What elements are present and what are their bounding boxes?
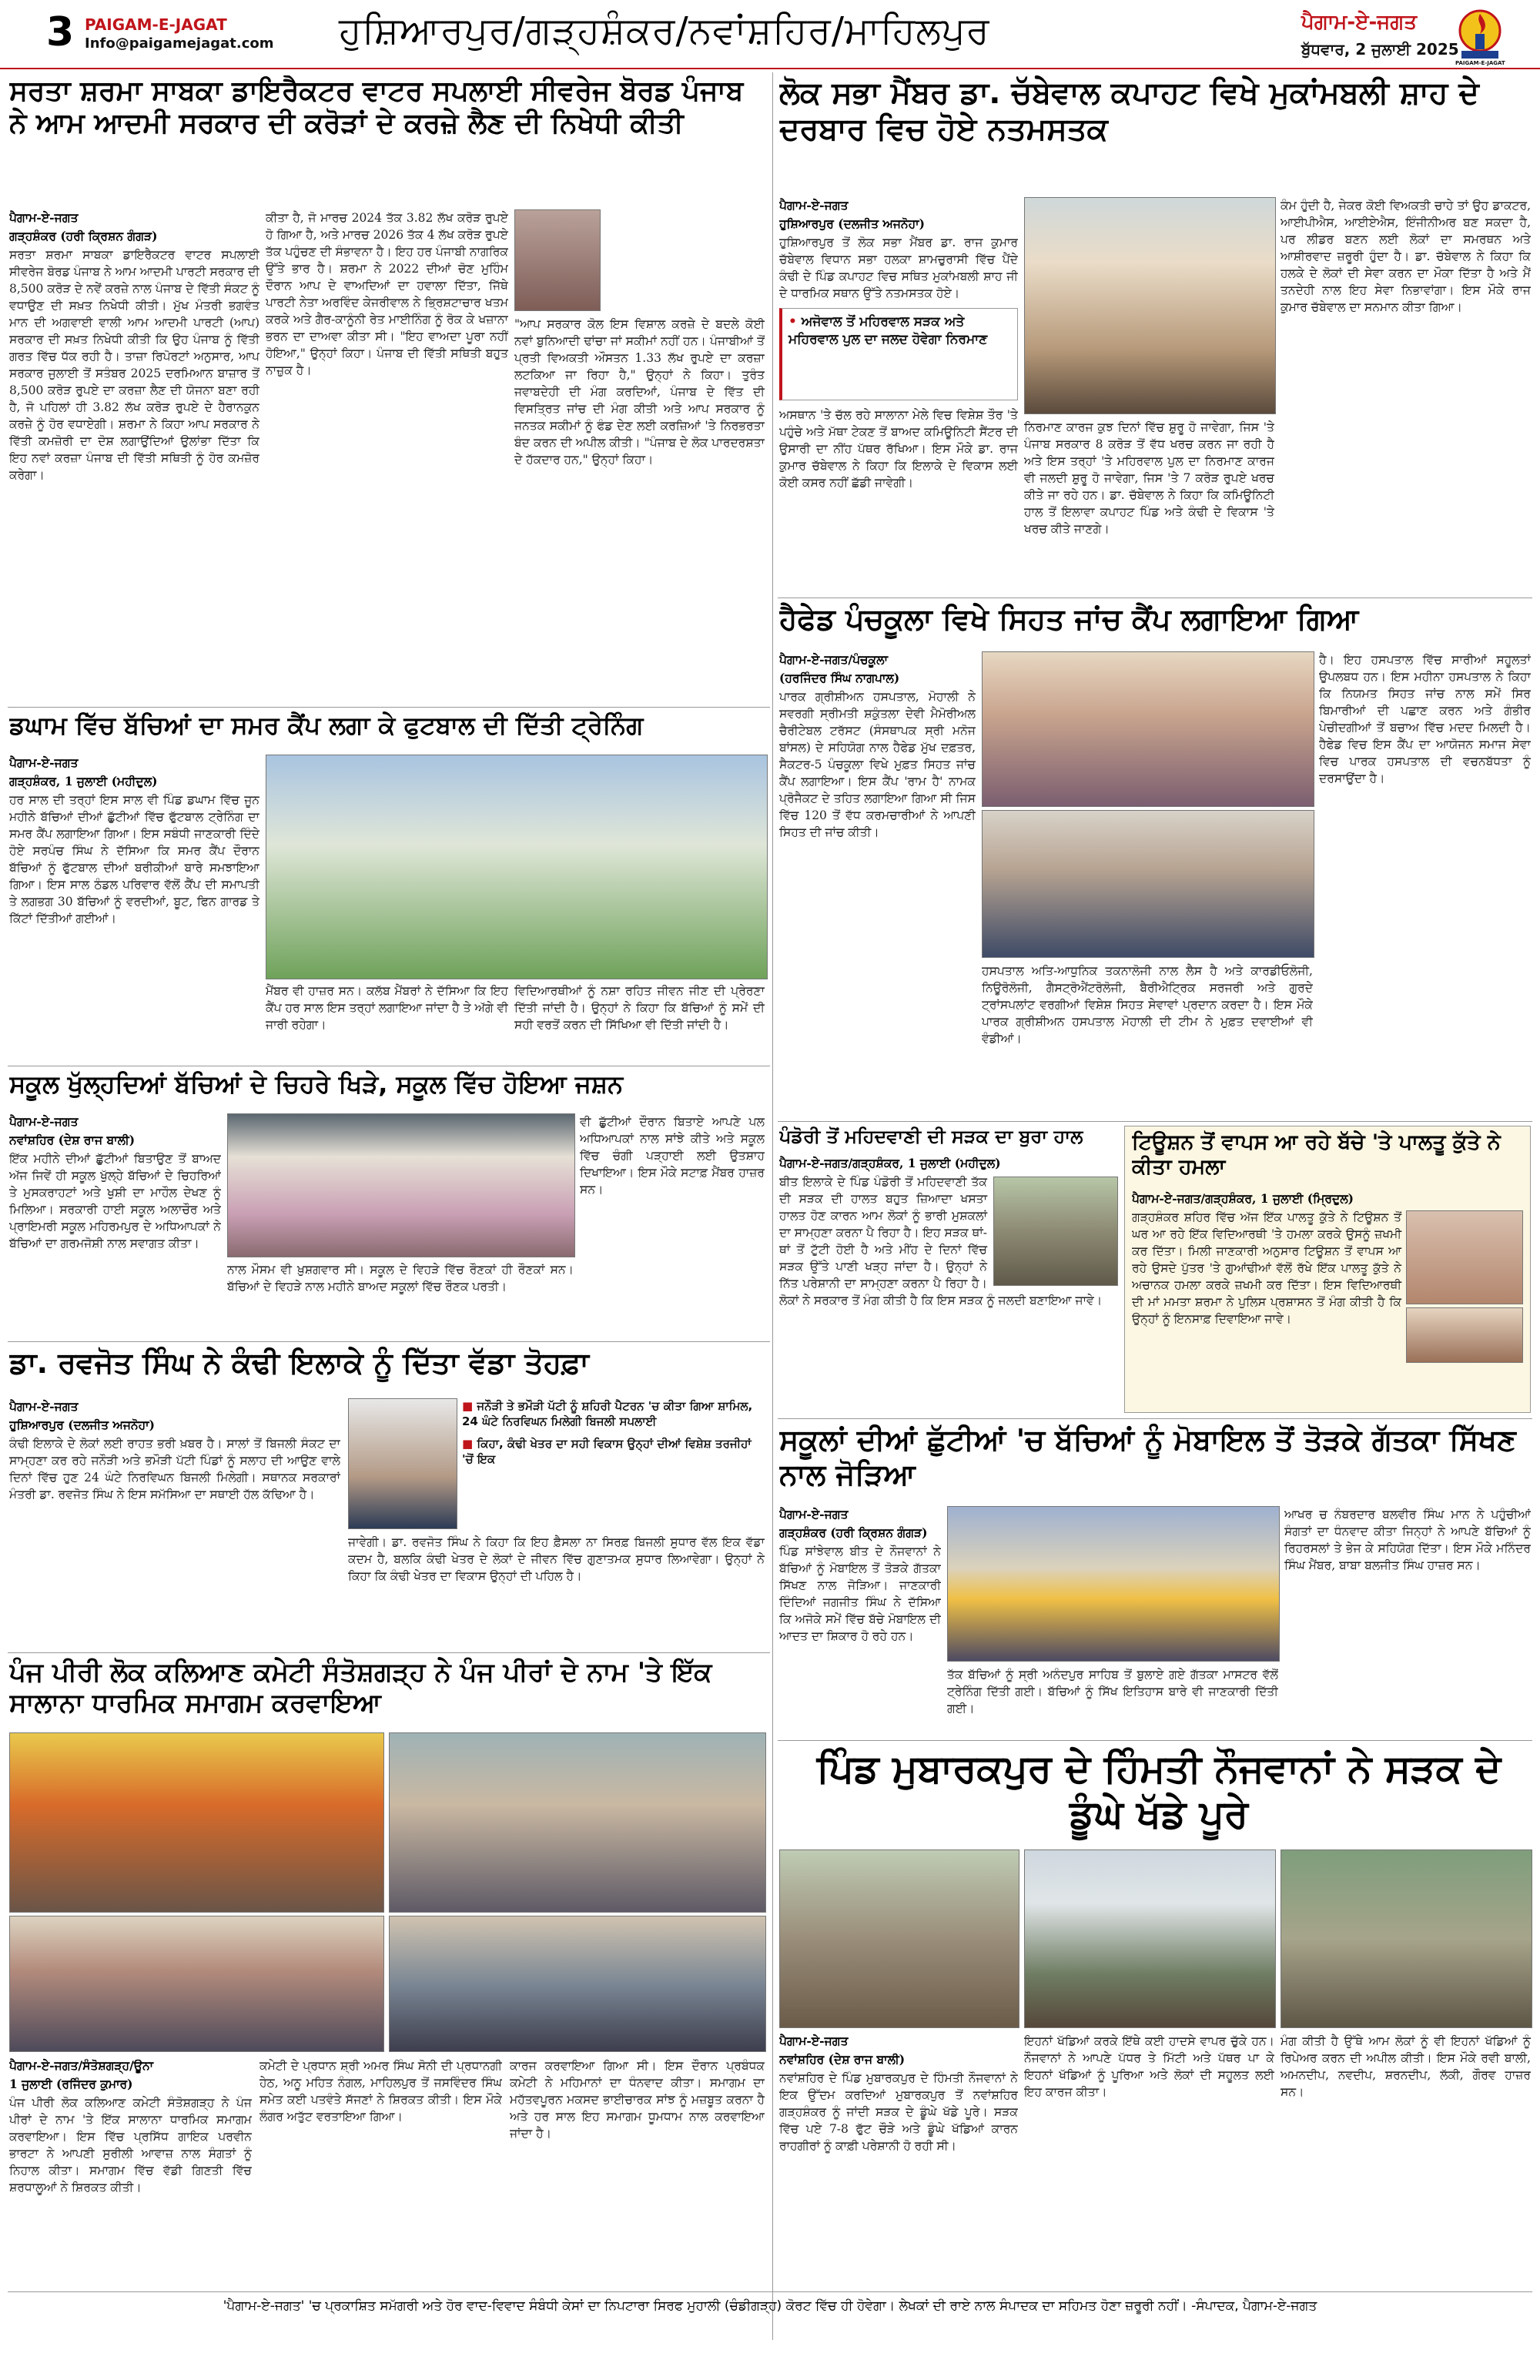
masthead: [0, 0, 1540, 69]
headline-a8: ਪੰਡੋਰੀ ਤੋਂ ਮਹਿਦਵਾਣੀ ਦੀ ਸੜਕ ਦਾ ਬੁਰਾ ਹਾਲ: [779, 1126, 1083, 1147]
article-text: ਹਸਪਤਾਲ ਅਤਿ-ਆਧੁਨਿਕ ਤਕਨਾਲੋਜੀ ਨਾਲ ਲੈਸ ਹੈ ਅਤੇ ਕਾਰਡੀਓਲੋਜੀ, ਨਿਊਰੋਲੋਜੀ, ਗੈਸਟ੍ਰੋਐਂਟਰੋਲੋਜੀ, ਬੈਰੀਐਟ੍ਰਿਕ ਸਰਜਰੀ ਅਤੇ ਗੁਰਦੇ ਟ੍ਰਾਂਸਪਲਾਂਟ ਵਰਗੀਆਂ ਵਿਸ਼ੇਸ਼ ਸਿਹਤ ਸੇਵਾਵਾਂ ਪ੍ਰਦਾਨ ਕਰਦਾ ਹੈ। ਇਸ ਮੌਕੇ ਪਾਰਕ ਗ੍ਰੀਸ਼ੀਅਨ ਹਸਪਤਾਲ ਮੋਹਾਲੀ ਦੀ ਟੀਮ ਨੇ ਮੁਫ਼ਤ ਦਵਾਈਆਂ ਵੀ ਵੰਡੀਆਂ।: [982, 964, 1313, 1046]
health-camp-photo-2: [982, 810, 1314, 958]
injured-child-photo-1: [1406, 1210, 1523, 1304]
article-a3-col2: [982, 962, 1313, 1116]
article-text: ਹੈ। ਇਹ ਹਸਪਤਾਲ ਵਿੱਚ ਸਾਰੀਆਂ ਸਹੂਲਤਾਂ ਉਪਲਬਧ ਹਨ। ਇਸ ਮਹੀਨਾ ਹਸਪਤਾਲ ਨੇ ਕਿਹਾ ਕਿ ਨਿਯਮਤ ਸਿਹਤ ਜਾਂਚ ਨਾਲ ਸਮੇਂ ਸਿਰ ਬਿਮਾਰੀਆਂ ਦੀ ਪਛਾਣ ਕਰਨ ਅਤੇ ਗੰਭੀਰ ਪੇਚੀਦਗੀਆਂ ਤੋਂ ਬਚਾਅ ਵਿੱਚ ਮਦਦ ਮਿਲਦੀ ਹੈ। ਹੈਫੇਡ ਵਿਚ ਇਸ ਕੈਂਪ ਦਾ ਆਯੋਜਨ ਸਮਾਜ ਸੇਵਾ ਵਿਚ ਪਾਰਕ ਹਸਪਤਾਲ ਦੀ ਵਚਨਬੱਧਤਾ ਨੂੰ ਦਰਸਾਉਂਦਾ ਹੈ।: [1319, 653, 1531, 785]
article-text: ਵੀ ਛੁੱਟੀਆਂ ਦੌਰਾਨ ਬਿਤਾਏ ਆਪਣੇ ਪਲ ਅਧਿਆਪਕਾਂ ਨਾਲ ਸਾਂਝੇ ਕੀਤੇ ਅਤੇ ਸਕੂਲ ਵਿੱਚ ਚੰਗੀ ਪੜ੍ਹਾਈ ਲਈ ਉਤਸ਼ਾਹ ਦਿਖਾਇਆ। ਇਸ ਮੌਕੇ ਸਟਾਫ਼ ਮੈਂਬਰ ਹਾਜ਼ਰ ਸਨ।: [580, 1115, 765, 1197]
article-text: "ਆਪ ਸਰਕਾਰ ਕੋਲ ਇਸ ਵਿਸ਼ਾਲ ਕਰਜ਼ੇ ਦੇ ਬਦਲੇ ਕੋਈ ਨਵਾਂ ਬੁਨਿਆਦੀ ਢਾਂਚਾ ਜਾਂ ਸਕੀਮਾਂ ਨਹੀਂ ਹਨ। ਪੰਜਾਬੀਆਂ ਤੋਂ ਪ੍ਰਤੀ ਵਿਅਕਤੀ ਔਸਤਨ 1.33 ਲੱਖ ਰੁਪਏ ਦਾ ਕਰਜ਼ਾ ਲਟਕਿਆ ਜਾ ਰਿਹਾ ਹੈ," ਉਨ੍ਹਾਂ ਨੇ ਕਿਹਾ। ਤੁਰੰਤ ਜਵਾਬਦੇਹੀ ਦੀ ਮੰਗ ਕਰਦਿਆਂ, ਪੰਜਾਬ ਦੇ ਵਿੱਤ ਦੀ ਵਿਸਤ੍ਰਿਤ ਜਾਂਚ ਦੀ ਮੰਗ ਕੀਤੀ ਅਤੇ ਆਪ ਸਰਕਾਰ ਨੂੰ ਜਨਤਕ ਸਕੀਮਾਂ ਨੂੰ ਫੰਡ ਦੇਣ ਲਈ ਕਰਜ਼ਿਆਂ 'ਤੇ ਨਿਰਭਰਤਾ ਬੰਦ ਕਰਨ ਦੀ ਅਪੀਲ ਕੀਤੀ। "ਪੰਜਾਬ ਦੇ ਲੋਕ ਪਾਰਦਰਸ਼ਤਾ ਦੇ ਹੱਕਦਾਰ ਹਨ," ਉਨ੍ਹਾਂ ਕਿਹਾ।: [514, 317, 765, 467]
article-a5-col2: [227, 1261, 574, 1337]
article-text: ਕੰਮ ਹੁੰਦੀ ਹੈ, ਜੇਕਰ ਕੋਈ ਵਿਅਕਤੀ ਚਾਹੇ ਤਾਂ ਉਹ ਡਾਕਟਰ, ਆਈਪੀਐਸ, ਆਈਏਐਸ, ਇੰਜੀਨੀਅਰ ਬਣ ਸਕਦਾ ਹੈ, ਪਰ ਲੀਡਰ ਬਣਨ ਲਈ ਲੋਕਾਂ ਦਾ ਸਮਰਥਨ ਅਤੇ ਆਸ਼ੀਰਵਾਦ ਜ਼ਰੂਰੀ ਹੁੰਦਾ ਹੈ। ਡਾ. ਚੱਬੇਵਾਲ ਨੇ ਕਿਹਾ ਕਿ ਹਲਕੇ ਦੇ ਲੋਕਾਂ ਦੀ ਸੇਵਾ ਕਰਨ ਦਾ ਮੌਕਾ ਦਿੱਤਾ ਹੈ ਅਤੇ ਮੈਂ ਤਨਦੇਹੀ ਨਾਲ ਇਹ ਸੇਵਾ ਨਿਭਾਵਾਂਗਾ। ਇਸ ਮੌਕੇ ਰਾਜ ਕੁਮਾਰ ਚੱਬੇਵਾਲ ਦਾ ਸਨਮਾਨ ਕੀਤਾ ਗਿਆ।: [1281, 199, 1531, 314]
headline-a2: ਲੋਕ ਸਭਾ ਮੈਂਬਰ ਡਾ. ਚੱਬੇਵਾਲ ਕਪਾਹਟ ਵਿਖੇ ਮੁਕਾਂਮਬਲੀ ਸ਼ਾਹ ਦੇ ਦਰਬਾਰ ਵਿਚ ਹੋਏ ਨਤਮਸਤਕ: [779, 75, 1479, 148]
article-text: ਗੜ੍ਹਸ਼ੰਕਰ ਸ਼ਹਿਰ ਵਿੱਚ ਅੱਜ ਇੱਕ ਪਾਲਤੂ ਕੁੱਤੇ ਨੇ ਟਿਊਸ਼ਨ ਤੋਂ ਘਰ ਆ ਰਹੇ ਇੱਕ ਵਿਦਿਆਰਥੀ 'ਤੇ ਹਮਲਾ ਕਰਕੇ ਉਸਨੂੰ ਜ਼ਖਮੀ ਕਰ ਦਿੱਤਾ। ਮਿਲੀ ਜਾਣਕਾਰੀ ਅਨੁਸਾਰ ਟਿਊਸ਼ਨ ਤੋਂ ਵਾਪਸ ਆ ਰਹੇ ਉਸਦੇ ਪੁੱਤਰ 'ਤੇ ਗੁਆਂਢੀਆਂ ਵੱਲੋਂ ਰੱਖੇ ਇੱਕ ਪਾਲਤੂ ਕੁੱਤੇ ਨੇ ਅਚਾਨਕ ਹਮਲਾ ਕਰਕੇ ਜ਼ਖਮੀ ਕਰ ਦਿੱਤਾ। ਇਸ ਵਿਦਿਆਰਥੀ ਦੀ ਮਾਂ ਮਮਤਾ ਸ਼ਰਮਾ ਨੇ ਪੁਲਿਸ ਪ੍ਰਸ਼ਾਸਨ ਤੋਂ ਮੰਗ ਕੀਤੀ ਹੈ ਕਿ ਉਨ੍ਹਾਂ ਨੂੰ ਇਨਸਾਫ਼ ਦਿਵਾਇਆ ਜਾਵੇ।: [1132, 1210, 1401, 1326]
religious-event-photo-2: [389, 1732, 766, 1913]
article-a2-col3: [1281, 197, 1531, 592]
article-text: ਬੀਤ ਇਲਾਕੇ ਦੇ ਪਿੰਡ ਪੰਡੋਰੀ ਤੋਂ ਮਹਿਦਵਾਣੀ ਤੱਕ ਦੀ ਸੜਕ ਦੀ ਹਾਲਤ ਬਹੁਤ ਜ਼ਿਆਦਾ ਖਸਤਾ ਹਾਲਤ ਹੋਣ ਕਾਰਨ ਆਮ ਲੋਕਾਂ ਨੂੰ ਭਾਰੀ ਮੁਸ਼ਕਲਾਂ ਦਾ ਸਾਮ੍ਹਣਾ ਕਰਨਾ ਪੈ ਰਿਹਾ ਹੈ। ਇਹ ਸੜਕ ਥਾਂ-ਥਾਂ ਤੋਂ ਟੁੱਟੀ ਹੋਈ ਹੈ ਅਤੇ ਮੀਂਹ ਦੇ ਦਿਨਾਂ ਵਿੱਚ ਸੜਕ ਉੱਤੇ ਪਾਣੀ ਖੜ੍ਹ ਜਾਂਦਾ ਹੈ। ਉਨ੍ਹਾਂ ਨੇ ਨਿੱਤ ਪਰੇਸ਼ਾਨੀ ਦਾ ਸਾਮ੍ਹਣਾ ਕਰਨਾ ਪੈ ਰਿਹਾ ਹੈ। ਲੋਕਾਂ ਨੇ ਸਰਕਾਰ ਤੋਂ ਮੰਗ ਕੀਤੀ ਹੈ ਕਿ ਇਸ ਸੜਕ ਨੂੰ ਜਲਦੀ ਬਣਾਇਆ ਜਾਵੇ।: [779, 1175, 1103, 1307]
article-a5-col1: [9, 1113, 221, 1337]
gatka-training-photo: [947, 1506, 1280, 1662]
article-a7-col1: [9, 2057, 252, 2287]
article-a10-col3: [1284, 1506, 1531, 1736]
logo-subtext: PAIGAM-E-JAGAT: [1455, 60, 1505, 66]
byline: ਪੈਗਾਮ-ਏ-ਜਗਤ: [9, 1114, 79, 1129]
highlight-item: ■ ਕਿਹਾ, ਕੰਢੀ ਖੇਤਰ ਦਾ ਸਹੀ ਵਿਕਾਸ ਉਨ੍ਹਾਂ ਦੀਆਂ ਵਿਸ਼ੇਸ਼ ਤਰਜੀਹਾਂ 'ਚੋਂ ਇਕ: [462, 1436, 752, 1466]
footer-disclaimer: 'ਪੈਗਾਮ-ਏ-ਜਗਤ' 'ਚ ਪ੍ਰਕਾਸ਼ਿਤ ਸਮੱਗਰੀ ਅਤੇ ਹੋਰ ਵਾਦ-ਵਿਵਾਦ ਸੰਬੰਧੀ ਕੇਸਾਂ ਦਾ ਨਿਪਟਾਰਾ ਸਿਰਫ ਮੁਹਾਲੀ (ਚੰਡੀਗੜ੍ਹ) ਕੋਰਟ ਵਿੱਚ ਹੀ ਹੋਵੇਗਾ। ਲੇਖਕਾਂ ਦੀ ਰਾਏ ਨਾਲ ਸੰਪਾਦਕ ਦਾ ਸਹਿਮਤ ਹੋਣਾ ਜ਼ਰੂਰੀ ਨਹੀਂ। -ਸੰਪਾਦਕ, ਪੈਗਾਮ-ਏ-ਜਗਤ: [223, 2298, 1317, 2314]
article-a4-col3: [514, 982, 765, 1059]
article-a11-col1: [779, 2033, 1018, 2287]
article-text: ਇੱਕ ਮਹੀਨੇ ਦੀਆਂ ਛੁੱਟੀਆਂ ਬਿਤਾਉਣ ਤੋਂ ਬਾਅਦ ਅੱਜ ਜਿਵੇਂ ਹੀ ਸਕੂਲ ਖੁੱਲ੍ਹੇ ਬੱਚਿਆਂ ਦੇ ਚਿਹਰਿਆਂ ਤੇ ਮੁਸਕਰਾਹਟਾਂ ਅਤੇ ਖੁਸ਼ੀ ਦਾ ਮਾਹੌਲ ਦੇਖਣ ਨੂੰ ਮਿਲਿਆ। ਸਰਕਾਰੀ ਹਾਈ ਸਕੂਲ ਅਲਾਚੌਰ ਅਤੇ ਪ੍ਰਾਇਮਰੀ ਸਕੂਲ ਮਹਿਰਮਪੁਰ ਦੇ ਅਧਿਆਪਕਾਂ ਨੇ ਬੱਚਿਆਂ ਦਾ ਗਰਮਜੋਸ਼ੀ ਨਾਲ ਸਵਾਗਤ ਕੀਤਾ।: [9, 1152, 221, 1250]
byline: ਪੈਗਾਮ-ਏ-ਜਗਤ/ਸੰਤੋਸ਼ਗੜ੍ਹ/ਊਨਾ: [9, 2058, 154, 2073]
school-celebration-photo: [227, 1113, 575, 1257]
headline-a9: ਟਿਊਸ਼ਨ ਤੋਂ ਵਾਪਸ ਆ ਰਹੇ ਬੱਚੇ 'ਤੇ ਪਾਲਤੂ ਕੁੱਤੇ ਨੇ ਕੀਤਾ ਹਮਲਾ: [1132, 1130, 1501, 1179]
health-camp-photo-1: [982, 651, 1314, 807]
highlight-item: ■ ਜਨੌੜੀ ਤੇ ਭਮੌੜੀ ਪੱਟੀ ਨੂੰ ਸ਼ਹਿਰੀ ਪੈਟਰਨ 'ਚ ਕੀਤਾ ਗਿਆ ਸ਼ਾਮਿਲ, 24 ਘੰਟੇ ਨਿਰਵਿਘਨ ਮਿਲੇਗੀ ਬਿਜਲੀ ਸਪਲਾਈ: [462, 1399, 753, 1429]
dateline: ਗੜ੍ਹਸ਼ੰਕਰ (ਹਰੀ ਕ੍ਰਿਸ਼ਨ ਗੰਗੜ): [779, 1525, 928, 1540]
headline-a4: ਡਘਾਮ ਵਿੱਚ ਬੱਚਿਆਂ ਦਾ ਸਮਰ ਕੈਂਪ ਲਗਾ ਕੇ ਫੁਟਬਾਲ ਦੀ ਦਿੱਤੀ ਟ੍ਰੇਨਿੰਗ: [9, 711, 644, 740]
dateline: ਹੁਸ਼ਿਆਰਪੁਰ (ਦਲਜੀਤ ਅਜਨੋਹਾ): [9, 1418, 155, 1432]
headline-a6: ਡਾ. ਰਵਜੋਤ ਸਿੰਘ ਨੇ ਕੰਢੀ ਇਲਾਕੇ ਨੂੰ ਦਿੱਤਾ ਵੱਡਾ ਤੋਹਫ਼ਾ: [9, 1346, 589, 1380]
byline: ਪੈਗਾਮ-ਏ-ਜਗਤ: [779, 2034, 849, 2048]
pull-quote: • ਅਜੋਵਾਲ ਤੋਂ ਮਹਿਰਵਾਲ ਸੜਕ ਅਤੇ ਮਹਿਰਵਾਲ ਪੁਲ ਦਾ ਜਲਦ ਹੋਵੇਗਾ ਨਿਰਮਾਣ: [779, 308, 1018, 400]
article-a11-col3: [1281, 2033, 1531, 2287]
religious-event-photo-4: [389, 1916, 766, 2052]
broken-road-photo: [993, 1177, 1118, 1286]
dateline: ਨਵਾਂਸ਼ਹਿਰ (ਦੇਸ਼ ਰਾਜ ਬਾਲੀ): [9, 1133, 136, 1147]
article-a2-col1b: [779, 407, 1018, 591]
issue-date: ਬੁੱਧਵਾਰ, 2 ਜੁਲਾਈ 2025: [1301, 40, 1459, 59]
byline: ਪੈਗਾਮ-ਏ-ਜਗਤ/ਪੰਚਕੂਲਾ: [779, 652, 889, 667]
article-text: ਹੁਸ਼ਿਆਰਪੁਰ ਤੋਂ ਲੋਕ ਸਭਾ ਮੈਂਬਰ ਡਾ. ਰਾਜ ਕੁਮਾਰ ਚੱਬੇਵਾਲ ਵਿਧਾਨ ਸਭਾ ਹਲਕਾ ਸ਼ਾਮਚੁਰਾਸੀ ਵਿੱਚ ਪੈਂਦੇ ਕੰਢੀ ਦੇ ਪਿੰਡ ਕਪਾਹਟ ਵਿਚ ਸਥਿਤ ਮੁਕਾਂਮਬਲੀ ਸ਼ਾਹ ਜੀ ਦੇ ਧਾਰਮਿਕ ਸਥਾਨ ਉੱਤੇ ਨਤਮਸਤਕ ਹੋਏ।: [779, 236, 1018, 300]
article-a5-col3: [580, 1113, 765, 1337]
article-text: ਨਾਲ ਮੌਸਮ ਵੀ ਖ਼ੁਸ਼ਗਵਾਰ ਸੀ। ਸਕੂਲ ਦੇ ਵਿਹੜੇ ਵਿੱਚ ਰੌਣਕਾਂ ਹੀ ਰੌਣਕਾਂ ਸਨ। ਬੱਚਿਆਂ ਦੇ ਵਿਹੜੇ ਨਾਲ ਮਹੀਨੇ ਬਾਅਦ ਸਕੂਲਾਂ ਵਿੱਚ ਰੌਣਕ ਪਰਤੀ।: [227, 1263, 574, 1294]
headline-a10: ਸਕੂਲਾਂ ਦੀਆਂ ਛੁੱਟੀਆਂ 'ਚ ਬੱਚਿਆਂ ਨੂੰ ਮੋਬਾਇਲ ਤੋਂ ਤੋੜਕੇ ਗੱਤਕਾ ਸਿੱਖਣ ਨਾਲ ਜੋੜਿਆ: [779, 1423, 1516, 1491]
section-title: ਹੁਸ਼ਿਆਰਪੁਰ/ਗੜ੍ਹਸ਼ੰਕਰ/ਨਵਾਂਸ਼ਹਿਰ/ਮਾਹਿਲਪੁਰ: [339, 9, 990, 52]
mp-visit-photo: [1024, 197, 1276, 414]
byline: ਪੈਗਾਮ-ਏ-ਜਗਤ: [9, 755, 79, 770]
article-text: ਹਰ ਸਾਲ ਦੀ ਤਰ੍ਹਾਂ ਇਸ ਸਾਲ ਵੀ ਪਿੰਡ ਡਘਾਮ ਵਿੱਚ ਜੂਨ ਮਹੀਨੇ ਬੱਚਿਆਂ ਦੀਆਂ ਛੁੱਟੀਆਂ ਵਿੱਚ ਫੁੱਟਬਾਲ ਟ੍ਰੇਨਿੰਗ ਦਾ ਸਮਰ ਕੈਂਪ ਲਗਾਇਆ ਗਿਆ। ਇਸ ਸਬੰਧੀ ਜਾਣਕਾਰੀ ਦਿੰਦੇ ਹੋਏ ਸਰਪੰਚ ਸਿੰਘ ਨੇ ਦੱਸਿਆ ਕਿ ਸਮਰ ਕੈਂਪ ਦੌਰਾਨ ਬੱਚਿਆਂ ਨੂੰ ਫੁੱਟਬਾਲ ਦੀਆਂ ਬਰੀਕੀਆਂ ਬਾਰੇ ਸਮਝਾਇਆ ਗਿਆ। ਇਸ ਸਾਲ ਠੰਡਲ ਪਰਿਵਾਰ ਵੱਲੋਂ ਕੈਂਪ ਦੀ ਸਮਾਪਤੀ ਤੇ ਲਗਭਗ 30 ਬੱਚਿਆਂ ਨੂੰ ਵਰਦੀਆਂ, ਬੂਟ, ਫਿਨ ਗਾਰਡ ਤੇ ਕਿੱਟਾਂ ਦਿੱਤੀਆਂ ਗਈਆਂ।: [9, 793, 259, 926]
article-text: ਤੱਕ ਬੱਚਿਆਂ ਨੂੰ ਸ੍ਰੀ ਅਨੰਦਪੁਰ ਸਾਹਿਬ ਤੋਂ ਬੁਲਾਏ ਗਏ ਗੱਤਕਾ ਮਾਸਟਰ ਵੱਲੋਂ ਟ੍ਰੇਨਿੰਗ ਦਿੱਤੀ ਗਈ। ਬੱਚਿਆਂ ਨੂੰ ਸਿੱਖ ਇਤਿਹਾਸ ਬਾਰੇ ਵੀ ਜਾਣਕਾਰੀ ਦਿੱਤੀ ਗਈ।: [947, 1668, 1278, 1716]
byline: ਪੈਗਾਮ-ਏ-ਜਗਤ: [779, 198, 849, 213]
article-text: ਅਸਥਾਨ 'ਤੇ ਚੱਲ ਰਹੇ ਸਾਲਾਨਾ ਮੇਲੇ ਵਿਚ ਵਿਸ਼ੇਸ਼ ਤੌਰ 'ਤੇ ਪਹੁੰਚੇ ਅਤੇ ਮੱਥਾ ਟੇਕਣ ਤੋਂ ਬਾਅਦ ਕਮਿਊਨਿਟੀ ਸੈਂਟਰ ਦੀ ਉਸਾਰੀ ਦਾ ਨੀਂਹ ਪੱਥਰ ਰੱਖਿਆ। ਇਸ ਮੌਕੇ ਡਾ. ਰਾਜ ਕੁਮਾਰ ਚੱਬੇਵਾਲ ਨੇ ਕਿਹਾ ਕਿ ਇਲਾਕੇ ਦੇ ਵਿਕਾਸ ਲਈ ਕੋਈ ਕਸਰ ਨਹੀਂ ਛੱਡੀ ਜਾਵੇਗੀ।: [779, 408, 1018, 490]
article-a9-col1: [1132, 1190, 1523, 1408]
headline-a7: ਪੰਜ ਪੀਰੀ ਲੋਕ ਕਲਿਆਣ ਕਮੇਟੀ ਸੰਤੋਸ਼ਗੜ੍ਹ ਨੇ ਪੰਜ ਪੀਰਾਂ ਦੇ ਨਾਮ 'ਤੇ ਇੱਕ ਸਾਲਾਨਾ ਧਾਰਮਿਕ ਸਮਾਗਮ ਕਰਵਾਇਆ: [9, 1657, 712, 1719]
article-text: ਕੰਢੀ ਇਲਾਕੇ ਦੇ ਲੋਕਾਂ ਲਈ ਰਾਹਤ ਭਰੀ ਖ਼ਬਰ ਹੈ। ਸਾਲਾਂ ਤੋਂ ਬਿਜਲੀ ਸੰਕਟ ਦਾ ਸਾਮ੍ਹਣਾ ਕਰ ਰਹੇ ਜਨੌੜੀ ਅਤੇ ਭਮੌੜੀ ਪੱਟੀ ਪਿੰਡਾਂ ਨੂੰ ਸਲਾਹ ਦੀ ਆਉਣ ਵਾਲੇ ਦਿਨਾਂ ਵਿੱਚ ਹੁਣ 24 ਘੰਟੇ ਨਿਰਵਿਘਨ ਬਿਜਲੀ ਮਿਲੇਗੀ। ਸਥਾਨਕ ਸਰਕਾਰਾਂ ਮੰਤਰੀ ਡਾ. ਰਵਜੋਤ ਸਿੰਘ ਨੇ ਇਸ ਸਮੱਸਿਆ ਦਾ ਸਥਾਈ ਹੱਲ ਕੱਢਿਆ ਹੈ।: [9, 1437, 340, 1501]
byline: ਪੈਗਾਮ-ਏ-ਜਗਤ: [779, 1507, 849, 1521]
headline-a5: ਸਕੂਲ ਖੁੱਲ੍ਹਦਿਆਂ ਬੱਚਿਆਂ ਦੇ ਚਿਹਰੇ ਖਿੜੇ, ਸਕੂਲ ਵਿੱਚ ਹੋਇਆ ਜਸ਼ਨ: [9, 1070, 624, 1099]
dateline: (ਹਰਜਿੰਦਰ ਸਿੰਘ ਨਾਗਪਾਲ): [779, 671, 900, 685]
article-a10-col2: [947, 1666, 1278, 1736]
road-repair-photo-3: [1281, 1849, 1532, 2028]
article-text: ਜਾਵੇਗੀ। ਡਾ. ਰਵਜੋਤ ਸਿੰਘ ਨੇ ਕਿਹਾ ਕਿ ਇਹ ਫ਼ੈਸਲਾ ਨਾ ਸਿਰਫ਼ ਬਿਜਲੀ ਸੁਧਾਰ ਵੱਲ ਇਕ ਵੱਡਾ ਕਦਮ ਹੈ, ਬਲਕਿ ਕੰਢੀ ਖੇਤਰ ਦੇ ਲੋਕਾਂ ਦੇ ਜੀਵਨ ਵਿੱਚ ਗੁਣਾਤਮਕ ਸੁਧਾਰ ਲਿਆਵੇਗਾ। ਉਨ੍ਹਾਂ ਨੇ ਕਿਹਾ ਕਿ ਕੰਢੀ ਖੇਤਰ ਦਾ ਵਿਕਾਸ ਉਨ੍ਹਾਂ ਦੀ ਪਹਿਲ ਹੈ।: [348, 1535, 765, 1583]
portrait-photo: [514, 209, 601, 311]
logo-text: ਪੈਗਾਮ-ਏ-ਜਗਤ: [1301, 11, 1417, 34]
religious-event-photo-1: [9, 1732, 384, 1913]
article-a11-col2: [1024, 2033, 1274, 2287]
article-text: ਕਮੇਟੀ ਦੇ ਪ੍ਰਧਾਨ ਸ਼੍ਰੀ ਅਮਰ ਸਿੰਘ ਸੋਨੀ ਦੀ ਪ੍ਰਧਾਨਗੀ ਹੇਠ, ਅਨੂ ਮਹਿਤ ਨੰਗਲ, ਮਾਹਿਲਪੁਰ ਤੋਂ ਜਸਵਿੰਦਰ ਸਿੰਘ ਸਮੇਤ ਕਈ ਪਤਵੰਤੇ ਸੱਜਣਾਂ ਨੇ ਸ਼ਿਰਕਤ ਕੀਤੀ। ਇਸ ਮੌਕੇ ਲੰਗਰ ਅਤੁੱਟ ਵਰਤਾਇਆ ਗਿਆ।: [259, 2059, 502, 2124]
headline-a1: ਸਰਤਾ ਸ਼ਰਮਾ ਸਾਬਕਾ ਡਾਇਰੈਕਟਰ ਵਾਟਰ ਸਪਲਾਈ ਸੀਵਰੇਜ ਬੋਰਡ ਪੰਜਾਬ ਨੇ ਆਮ ਆਦਮੀ ਸਰਕਾਰ ਦੀ ਕਰੋੜਾਂ ਦੇ ਕਰਜ਼ੇ ਲੈਣ ਦੀ ਨਿਖੇਧੀ ਕੀਤੀ: [9, 75, 744, 140]
byline: ਪੈਗਾਮ-ਏ-ਜਗਤ: [9, 1399, 79, 1414]
article-a7-col3: [510, 2057, 765, 2287]
article-text: ਕਾਰਜ ਕਰਵਾਇਆ ਗਿਆ ਸੀ। ਇਸ ਦੌਰਾਨ ਪ੍ਰਬੰਧਕ ਕਮੇਟੀ ਨੇ ਮਹਿਮਾਨਾਂ ਦਾ ਧੰਨਵਾਦ ਕੀਤਾ। ਸਮਾਗਮ ਦਾ ਮਹੱਤਵਪੂਰਨ ਮਕਸਦ ਭਾਈਚਾਰਕ ਸਾਂਝ ਨੂੰ ਮਜ਼ਬੂਤ ਕਰਨਾ ਹੈ ਅਤੇ ਹਰ ਸਾਲ ਇਹ ਸਮਾਗਮ ਧੂਮਧਾਮ ਨਾਲ ਕਰਵਾਇਆ ਜਾਂਦਾ ਹੈ।: [510, 2059, 765, 2141]
dateline: ਨਵਾਂਸ਼ਹਿਰ (ਦੇਸ਼ ਰਾਜ ਬਾਲੀ): [779, 2052, 906, 2067]
dateline: 1 ਜੁਲਾਈ (ਰਜਿੰਦਰ ਕੁਮਾਰ): [9, 2077, 133, 2091]
article-text: ਆਖਰ ਚ ਨੰਬਰਦਾਰ ਬਲਵੀਰ ਸਿੰਘ ਮਾਨ ਨੇ ਪਹੁੰਚੀਆਂ ਸੰਗਤਾਂ ਦਾ ਧੰਨਵਾਦ ਕੀਤਾ ਜਿਨ੍ਹਾਂ ਨੇ ਆਪਣੇ ਬੱਚਿਆਂ ਨੂੰ ਰਿਹਰਸਲਾਂ ਤੇ ਭੇਜ ਕੇ ਸਹਿਯੋਗ ਦਿੱਤਾ। ਇਸ ਮੌਕੇ ਮਨਿੰਦਰ ਸਿੰਘ ਮੈਂਬਰ, ਬਾਬਾ ਬਲਜੀਤ ਸਿੰਘ ਹਾਜ਼ਰ ਸਨ।: [1284, 1508, 1531, 1572]
article-text: ਇਹਨਾਂ ਖੱਡਿਆਂ ਕਰਕੇ ਇੱਥੇ ਕਈ ਹਾਦਸੇ ਵਾਪਰ ਚੁੱਕੇ ਹਨ। ਨੌਜਵਾਨਾਂ ਨੇ ਆਪਣੇ ਪੱਧਰ ਤੇ ਮਿੱਟੀ ਅਤੇ ਪੱਥਰ ਪਾ ਕੇ ਇਹਨਾਂ ਖੱਡਿਆਂ ਨੂੰ ਪੂਰਿਆ ਅਤੇ ਲੋਕਾਂ ਦੀ ਸਹੂਲਤ ਲਈ ਇਹ ਕਾਰਜ ਕੀਤਾ।: [1024, 2034, 1274, 2099]
article-a4-col2: [266, 982, 508, 1059]
article-a1-col3: [514, 316, 765, 702]
article-a3-col1: [779, 651, 976, 1036]
article-a6-col2: [348, 1534, 765, 1649]
injured-child-photo-2: [1406, 1307, 1523, 1363]
article-text: ਨਵਾਂਸ਼ਹਿਰ ਦੇ ਪਿੰਡ ਮੁਬਾਰਕਪੁਰ ਦੇ ਹਿੰਮਤੀ ਨੌਜਵਾਨਾਂ ਨੇ ਇਕ ਉੱਦਮ ਕਰਦਿਆਂ ਮੁਬਾਰਕਪੁਰ ਤੋਂ ਨਵਾਂਸ਼ਹਿਰ ਗੜ੍ਹਸ਼ੰਕਰ ਨੂੰ ਜਾਂਦੀ ਸੜਕ ਦੇ ਡੂੰਘੇ ਖੱਡੇ ਪੂਰੇ। ਸੜਕ ਵਿੱਚ ਪਏ 7-8 ਫੁੱਟ ਚੌੜੇ ਅਤੇ ਡੂੰਘੇ ਖੱਡਿਆਂ ਕਾਰਨ ਰਾਹਗੀਰਾਂ ਨੂੰ ਕਾਫ਼ੀ ਪਰੇਸ਼ਾਨੀ ਹੋ ਰਹੀ ਸੀ।: [779, 2071, 1018, 2153]
article-text: ਮੰਗ ਕੀਤੀ ਹੈ ਉੱਥੇ ਆਮ ਲੋਕਾਂ ਨੂੰ ਵੀ ਇਹਨਾਂ ਖੱਡਿਆਂ ਨੂੰ ਰਿਪੇਅਰ ਕਰਨ ਦੀ ਅਪੀਲ ਕੀਤੀ। ਇਸ ਮੌਕੇ ਰਵੀ ਬਾਲੀ, ਅਮਨਦੀਪ, ਨਵਦੀਪ, ਸ਼ਰਨਦੀਪ, ਲੱਕੀ, ਗੌਰਵ ਹਾਜ਼ਰ ਸਨ।: [1281, 2034, 1531, 2099]
article-text: ਸਰਤਾ ਸ਼ਰਮਾ ਸਾਬਕਾ ਡਾਇਰੈਕਟਰ ਵਾਟਰ ਸਪਲਾਈ ਸੀਵਰੇਜ ਬੋਰਡ ਪੰਜਾਬ ਨੇ ਆਮ ਆਦਮੀ ਪਾਰਟੀ ਸਰਕਾਰ ਦੀ 8,500 ਕਰੋੜ ਦੇ ਨਵੇਂ ਕਰਜ਼ੇ ਨਾਲ ਪੰਜਾਬ ਦੇ ਵਿੱਤੀ ਸੰਕਟ ਨੂੰ ਵਧਾਉਣ ਦੀ ਸਖ਼ਤ ਨਿਖੇਧੀ ਕੀਤੀ। ਮੁੱਖ ਮੰਤਰੀ ਭਗਵੰਤ ਮਾਨ ਦੀ ਅਗਵਾਈ ਵਾਲੀ ਆਮ ਆਦਮੀ ਪਾਰਟੀ (ਆਪ) ਸਰਕਾਰ ਦੀ ਸਖ਼ਤ ਨਿਖੇਧੀ ਕੀਤੀ ਕਿ ਉਹ ਪੰਜਾਬ ਨੂੰ ਵਿੱਤੀ ਗਰਤ ਵਿੱਚ ਧੱਕ ਰਹੀ ਹੈ। ਤਾਜ਼ਾ ਰਿਪੋਰਟਾਂ ਅਨੁਸਾਰ, ਆਪ ਸਰਕਾਰ ਜੁਲਾਈ ਤੋਂ ਸਤੰਬਰ 2025 ਦਰਮਿਆਨ ਬਾਜ਼ਾਰ ਤੋਂ 8,500 ਕਰੋੜ ਰੁਪਏ ਦਾ ਕਰਜ਼ਾ ਲੈਣ ਦੀ ਯੋਜਨਾ ਬਣਾ ਰਹੀ ਹੈ, ਜੋ ਪਹਿਲਾਂ ਹੀ 3.82 ਲੱਖ ਕਰੋੜ ਰੁਪਏ ਦੇ ਹੈਰਾਨਕੁਨ ਕਰਜ਼ੇ ਨੂੰ ਹੋਰ ਵਧਾਏਗੀ। ਸ਼ਰਮਾ ਨੇ ਕਿਹਾ ਆਪ ਸਰਕਾਰ ਨੇ ਵਿੱਤੀ ਕਮਜ਼ੋਰੀ ਦਾ ਦੋਸ਼ ਲਗਾਉਂਦਿਆਂ ਉਲਾਂਭਾ ਦਿੱਤਾ ਕਿ ਇਹ ਨਵਾਂ ਕਰਜ਼ਾ ਪੰਜਾਬ ਦੀ ਵਿੱਤੀ ਸਥਿਤੀ ਨੂੰ ਹੋਰ ਕਮਜ਼ੋਰ ਕਰੇਗਾ।: [9, 248, 259, 482]
brand-email: Info@paigamejagat.com: [85, 35, 274, 52]
article-text: ਪੰਜ ਪੀਰੀ ਲੋਕ ਕਲਿਆਣ ਕਮੇਟੀ ਸੰਤੋਸ਼ਗੜ੍ਹ ਨੇ ਪੰਜ ਪੀਰਾਂ ਦੇ ਨਾਮ 'ਤੇ ਇੱਕ ਸਾਲਾਨਾ ਧਾਰਮਿਕ ਸਮਾਗਮ ਕਰਵਾਇਆ। ਇਸ ਵਿੱਚ ਪ੍ਰਸਿੱਧ ਗਾਇਕ ਪਰਵੀਨ ਭਾਰਟਾ ਨੇ ਆਪਣੀ ਸੁਰੀਲੀ ਆਵਾਜ਼ ਨਾਲ ਸੰਗਤਾਂ ਨੂੰ ਨਿਹਾਲ ਕੀਤਾ। ਸਮਾਗਮ ਵਿੱਚ ਵੱਡੀ ਗਿਣਤੀ ਵਿੱਚ ਸ਼ਰਧਾਲੂਆਂ ਨੇ ਸ਼ਿਰਕਤ ਕੀਤੀ।: [9, 2096, 252, 2194]
article-text: ਪਿੰਡ ਸਾਂਝੇਵਾਲ ਬੀਤ ਦੇ ਨੌਜਵਾਨਾਂ ਨੇ ਬੱਚਿਆਂ ਨੂੰ ਮੋਬਾਇਲ ਤੋਂ ਤੋੜਕੇ ਗੱਤਕਾ ਸਿੱਖਣ ਨਾਲ ਜੋੜਿਆ। ਜਾਣਕਾਰੀ ਦਿੰਦਿਆਂ ਜਗਜੀਤ ਸਿੰਘ ਨੇ ਦੱਸਿਆ ਕਿ ਅਜੋਕੇ ਸਮੇਂ ਵਿੱਚ ਬੱਚੇ ਮੋਬਾਇਲ ਦੀ ਆਦਤ ਦਾ ਸ਼ਿਕਾਰ ਹੋ ਰਹੇ ਹਨ।: [779, 1545, 941, 1643]
article-a7-col2: [259, 2057, 502, 2287]
football-team-photo: [266, 755, 768, 979]
article-a10-col1: [779, 1506, 941, 1675]
brand-name: PAIGAM-E-JAGAT: [85, 15, 227, 34]
article-a8-col1: [779, 1155, 1118, 1413]
article-a3-col3: [1319, 651, 1531, 1116]
article-text: ਕੀਤਾ ਹੈ, ਜੋ ਮਾਰਚ 2024 ਤੱਕ 3.82 ਲੱਖ ਕਰੋੜ ਰੁਪਏ ਹੋ ਗਿਆ ਹੈ, ਅਤੇ ਮਾਰਚ 2026 ਤੱਕ 4 ਲੱਖ ਕਰੋੜ ਰੁਪਏ ਤੱਕ ਪਹੁੰਚਣ ਦੀ ਸੰਭਾਵਨਾ ਹੈ। ਇਹ ਹਰ ਪੰਜਾਬੀ ਨਾਗਰਿਕ ਉੱਤੇ ਭਾਰ ਹੈ। ਸ਼ਰਮਾ ਨੇ 2022 ਦੀਆਂ ਚੋਣ ਮੁਹਿੰਮ ਦੌਰਾਨ ਆਪ ਦੇ ਵਾਅਦਿਆਂ ਦਾ ਹਵਾਲਾ ਦਿੱਤਾ, ਜਿੱਥੇ ਪਾਰਟੀ ਨੇਤਾ ਅਰਵਿੰਦ ਕੇਜਰੀਵਾਲ ਨੇ ਭ੍ਰਿਸ਼ਟਾਚਾਰ ਖਤਮ ਕਰਕੇ ਅਤੇ ਗੈਰ-ਕਾਨੂੰਨੀ ਰੇਤ ਮਾਈਨਿੰਗ ਨੂੰ ਰੋਕ ਕੇ ਖਜ਼ਾਨਾ ਭਰਨ ਦਾ ਦਾਅਵਾ ਕੀਤਾ ਸੀ। "ਇਹ ਵਾਅਦਾ ਪੂਰਾ ਨਹੀਂ ਹੋਇਆ," ਉਨ੍ਹਾਂ ਕਿਹਾ। ਪੰਜਾਬ ਦੀ ਵਿੱਤੀ ਸਥਿਤੀ ਬਹੁਤ ਨਾਜ਼ੁਕ ਹੈ।: [266, 211, 508, 377]
religious-event-photo-3: [9, 1916, 384, 2052]
dateline: ਗੜ੍ਹਸ਼ੰਕਰ, 1 ਜੁਲਾਈ (ਮਹੀਦੁਲ): [9, 774, 158, 788]
article-text: ਨਿਰਮਾਣ ਕਾਰਜ ਕੁਝ ਦਿਨਾਂ ਵਿੱਚ ਸ਼ੁਰੂ ਹੋ ਜਾਵੇਗਾ, ਜਿਸ 'ਤੇ ਪੰਜਾਬ ਸਰਕਾਰ 8 ਕਰੋੜ ਤੋਂ ਵੱਧ ਖਰਚ ਕਰਨ ਜਾ ਰਹੀ ਹੈ ਅਤੇ ਇਸ ਤਰ੍ਹਾਂ 'ਤੇ ਮਹਿਰਵਾਲ ਪੁਲ ਦਾ ਨਿਰਮਾਣ ਕਾਰਜ ਵੀ ਜਲਦੀ ਸ਼ੁਰੂ ਹੋ ਜਾਵੇਗਾ, ਜਿਸ 'ਤੇ 7 ਕਰੋੜ ਰੁਪਏ ਖਰਚ ਕੀਤੇ ਜਾ ਰਹੇ ਹਨ। ਡਾ. ਚੱਬੇਵਾਲ ਨੇ ਕਿਹਾ ਕਿ ਕਮਿਊਨਿਟੀ ਹਾਲ ਤੋਂ ਇਲਾਵਾ ਕਪਾਹਟ ਪਿੰਡ ਅਤੇ ਕੰਢੀ ਦੇ ਵਿਕਾਸ 'ਤੇ ਖਰਚ ਕੀਤੇ ਜਾਣਗੇ।: [1024, 420, 1274, 536]
byline: ਪੈਗਾਮ-ਏ-ਜਗਤ/ਗੜ੍ਹਸ਼ੰਕਰ, 1 ਜੁਲਾਈ (ਮਹੀਦੁਲ): [779, 1156, 1001, 1170]
article-a1-col1: [9, 209, 259, 702]
article-a6-col1: [9, 1398, 340, 1575]
highlights-box: [462, 1398, 765, 1529]
portrait-photo: [348, 1398, 457, 1529]
article-a4-col1: [9, 755, 259, 1024]
article-text: ਮੈਂਬਰ ਵੀ ਹਾਜ਼ਰ ਸਨ। ਕਲੱਬ ਮੈਂਬਰਾਂ ਨੇ ਦੱਸਿਆ ਕਿ ਇਹ ਕੈਂਪ ਹਰ ਸਾਲ ਇਸ ਤਰ੍ਹਾਂ ਲਗਾਇਆ ਜਾਂਦਾ ਹੈ ਤੇ ਅੱਗੇ ਵੀ ਜਾਰੀ ਰਹੇਗਾ।: [266, 984, 508, 1032]
byline: ਪੈਗਾਮ-ਏ-ਜਗਤ: [9, 210, 79, 225]
headline-a3: ਹੈਫੇਡ ਪੰਚਕੂਲਾ ਵਿਖੇ ਸਿਹਤ ਜਾਂਚ ਕੈਂਪ ਲਗਾਇਆ ਗਿਆ: [779, 602, 1359, 636]
article-a1-col2: [266, 209, 508, 702]
dateline: ਹੁਸ਼ਿਆਰਪੁਰ (ਦਲਜੀਤ ਅਜਨੋਹਾ): [779, 216, 925, 231]
logo-emblem: [1455, 6, 1505, 62]
dateline: ਗੜ੍ਹਸ਼ੰਕਰ (ਹਰੀ ਕ੍ਰਿਸ਼ਨ ਗੰਗੜ): [9, 229, 158, 243]
road-repair-photo-2: [1024, 1849, 1276, 2028]
article-text: ਪਾਰਕ ਗ੍ਰੀਸ਼ੀਅਨ ਹਸਪਤਾਲ, ਮੋਹਾਲੀ ਨੇ ਸਵਰਗੀ ਸ੍ਰੀਮਤੀ ਸ਼ਕੁੰਤਲਾ ਦੇਵੀ ਮੈਮੋਰੀਅਲ ਚੈਰੀਟੇਬਲ ਟਰੱਸਟ (ਸੰਸਥਾਪਕ ਸ੍ਰੀ ਮਨੋਜ ਬਾਂਸਲ) ਦੇ ਸਹਿਯੋਗ ਨਾਲ ਹੈਫੇਡ ਮੁੱਖ ਦਫ਼ਤਰ, ਸੈਕਟਰ-5 ਪੰਚਕੂਲਾ ਵਿਖੇ ਮੁਫ਼ਤ ਸਿਹਤ ਜਾਂਚ ਕੈਂਪ ਲਗਾਇਆ। ਇਸ ਕੈਂਪ 'ਰਾਮ ਹੈ' ਨਾਮਕ ਪ੍ਰੋਜੈਕਟ ਦੇ ਤਹਿਤ ਲਗਾਇਆ ਗਿਆ ਸੀ ਜਿਸ ਵਿੱਚ 120 ਤੋਂ ਵੱਧ ਕਰਮਚਾਰੀਆਂ ਨੇ ਆਪਣੀ ਸਿਹਤ ਦੀ ਜਾਂਚ ਕੀਤੀ।: [779, 690, 976, 839]
road-repair-photo-1: [779, 1849, 1019, 2028]
article-text: ਵਿਦਿਆਰਥੀਆਂ ਨੂੰ ਨਸ਼ਾ ਰਹਿਤ ਜੀਵਨ ਜੀਣ ਦੀ ਪ੍ਰੇਰਣਾ ਦਿੱਤੀ ਜਾਂਦੀ ਹੈ। ਉਨ੍ਹਾਂ ਨੇ ਕਿਹਾ ਕਿ ਬੱਚਿਆਂ ਨੂੰ ਸਮੇਂ ਦੀ ਸਹੀ ਵਰਤੋਂ ਕਰਨ ਦੀ ਸਿੱਖਿਆ ਵੀ ਦਿੱਤੀ ਜਾਂਦੀ ਹੈ।: [514, 984, 765, 1032]
article-a2-col2: [1024, 419, 1274, 592]
byline: ਪੈਗਾਮ-ਏ-ਜਗਤ/ਗੜ੍ਹਸ਼ੰਕਰ, 1 ਜੁਲਾਈ (ਮ੍ਰਿਦੁਲ): [1132, 1191, 1354, 1206]
page-number: 3: [46, 9, 75, 55]
headline-a11: ਪਿੰਡ ਮੁਬਾਰਕਪੁਰ ਦੇ ਹਿੰਮਤੀ ਨੌਜਵਾਨਾਂ ਨੇ ਸੜਕ ਦੇ ਡੂੰਘੇ ਖੱਡੇ ਪੂਰੇ: [816, 1746, 1502, 1836]
